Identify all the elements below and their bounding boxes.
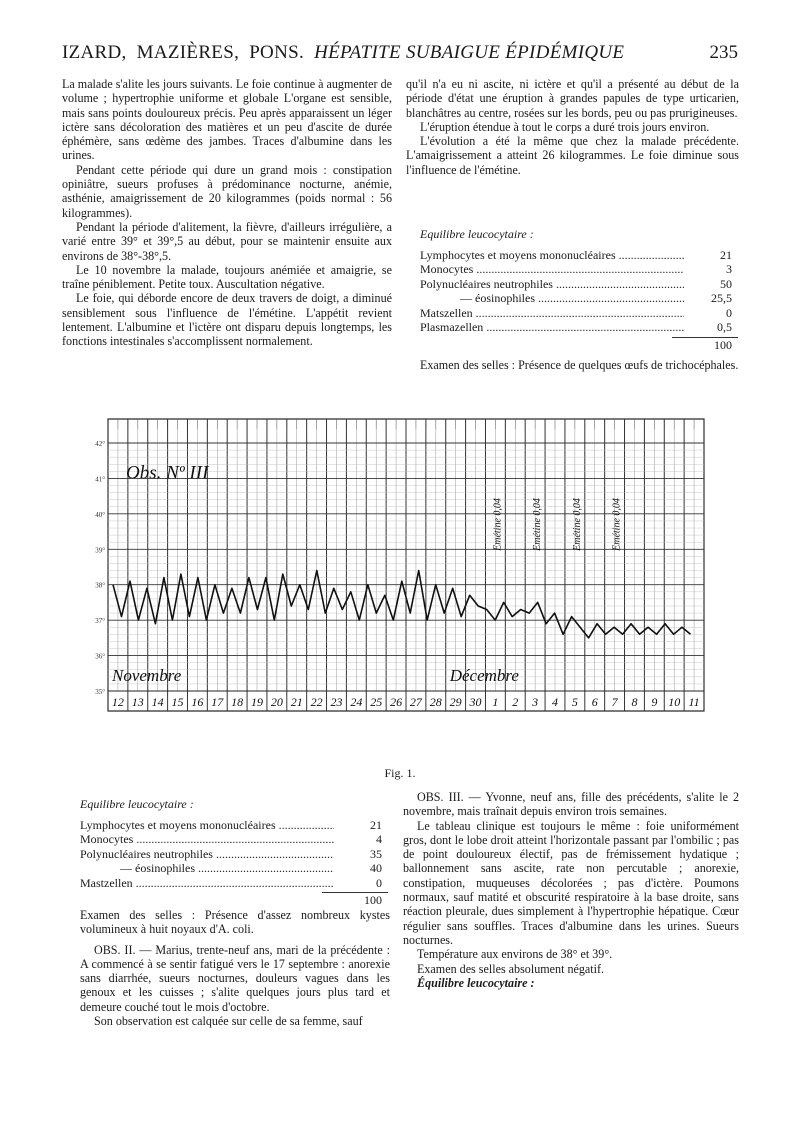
x-tick-label: 17 (211, 695, 224, 709)
header-title: HÉPATITE SUBAIGUE ÉPIDÉMIQUE (314, 42, 625, 63)
header-authors (62, 42, 624, 64)
x-tick-label: 16 (191, 695, 204, 709)
table-row: Polynucléaires neutrophiles ..... 35 (80, 847, 388, 862)
chart-title: Obs. Nº III (126, 462, 209, 484)
table-total: 100 (322, 892, 388, 908)
paragraph: Examen des selles : Présence d'assez nombreux kystes volumineux à huit noyaux d'A. coli. (80, 908, 390, 937)
x-tick-label: 10 (668, 695, 681, 709)
emetine-annotation: Emétine 0,04 (532, 498, 544, 551)
emetine-annotation: Emétine 0,04 (571, 498, 583, 551)
y-tick-label: 35° (95, 688, 105, 696)
column-right-bottom (403, 790, 739, 990)
paragraph: Température aux environs de 38° et 39°. (417, 947, 613, 962)
paragraph: Examen des selles : Présence de quelques œufs de trichocéphales. (420, 358, 739, 372)
x-tick-label: 4 (552, 695, 558, 709)
paragraph: Le 10 novembre la malade, toujours anémiée et amaigrie, se traîne péniblement. Petite toux. Auscultation négative. (62, 262, 392, 292)
column-left-bottom (80, 908, 390, 1028)
x-tick-label: 22 (310, 695, 323, 709)
table-row: Polynucléaires neutrophiles ..... 50 (420, 277, 738, 292)
table-row: Lymphocytes et moyens mononucléaires ..... 21 (80, 818, 388, 833)
x-tick-label: 12 (111, 695, 124, 709)
paragraph: qu'il n'a eu ni ascite, ni ictère et qu'il a présenté au début de la période d'état une éruption à grandes papules de type urticarien, blanchâtres au centre, rosées sur les bords, peu ou pas prurigineuses. (406, 77, 739, 120)
month-label: Novembre (112, 666, 182, 685)
paragraph: L'éruption étendue à tout le corps a duré trois jours environ. (420, 119, 710, 134)
x-tick-label: 21 (290, 695, 303, 709)
emetine-annotation: Emétine 0,04 (492, 498, 504, 551)
paragraph: La malade s'alite les jours suivants. Le foie continue à augmenter de volume ; hypertrophie uniforme et globale L'organe est sensible, mais sans points douloureux précis. Peu après apparaissent un léger ictère sans décoloration des matières et un peu d'ascite de durée éphémère, sans œdème des jambes. Traces d'albumine dans les urines. (62, 77, 392, 163)
leucocyte-table-1 (420, 227, 738, 352)
month-label: Décembre (449, 666, 519, 685)
table-heading: Equilibre leucocytaire : (420, 227, 534, 241)
column-left-top (62, 77, 392, 349)
table-row: Monocytes ..... 4 (80, 832, 388, 847)
table-heading: Equilibre leucocytaire : (80, 797, 194, 811)
column-right-top (406, 77, 739, 177)
x-tick-label: 5 (571, 695, 578, 709)
table-row: Matszellen ..... 0 (420, 306, 738, 321)
temperature-line (113, 571, 691, 638)
y-tick-label: 39° (95, 546, 105, 555)
x-tick-label: 13 (131, 695, 144, 709)
x-tick-label: 9 (651, 695, 658, 709)
paragraph: Pendant cette période qui dure un grand mois : constipation opiniâtre, sueurs profuses à prédominance nocturne, anémie, asthénie, amaigrissement de 20 kilogrammes (poids normal : 56 kilogrammes). (62, 162, 392, 220)
x-tick-label: 24 (350, 695, 363, 709)
x-tick-label: 1 (492, 695, 499, 709)
paragraph: Pendant la période d'alitement, la fièvre, d'ailleurs irrégulière, a varié entre 39° et 39°,5 au début, pour se maintenir ensuite aux environs de 38°-38°,5. (62, 219, 392, 263)
y-tick-label: 36° (95, 652, 105, 661)
x-tick-label: 23 (330, 695, 343, 709)
x-tick-label: 14 (151, 695, 164, 709)
paragraph: Son observation est calquée sur celle de sa femme, sauf (94, 1014, 363, 1029)
author-pons: PONS. (249, 42, 305, 63)
x-tick-label: 3 (532, 695, 539, 709)
x-tick-label: 25 (370, 695, 383, 709)
y-tick-label: 37° (95, 617, 105, 626)
x-tick-label: 29 (449, 695, 462, 709)
y-tick-label: 40° (95, 510, 105, 519)
y-tick-label: 41° (95, 475, 105, 484)
emetine-annotation: Emétine 0,04 (611, 498, 623, 551)
temperature-chart (88, 405, 710, 747)
table-row: — éosinophiles ..... 40 (80, 861, 388, 876)
x-tick-label: 19 (251, 695, 263, 709)
x-tick-label: 30 (469, 695, 482, 709)
table-row: Plasmazellen ..... 0,5 (420, 320, 738, 335)
x-tick-label: 20 (270, 695, 283, 709)
y-tick-label: 42° (95, 440, 105, 448)
x-tick-label: 6 (591, 695, 598, 709)
paragraph: Le tableau clinique est toujours le même : foie uniformément gros, dont le lobe droit atteint l'horizontale passant par l'ombilic ; pas de point douloureux électif, pas de frémissement hydatique ; ballonnement sans ascite, rate non percutable ; anorexie, constipation, muqueuses décolorées ; pas d'ictère. Poumons normaux, sauf matité et obscurité respiratoire à la base droite, sans réaction pleurale, dues simplement à l'hypertrophie hépatique. Cœur régulier sans souffles. Traces d'albumine dans les urines. Sueurs nocturnes. (403, 818, 739, 947)
temperature-chart-svg (88, 405, 710, 747)
paragraph: OBS. II. — Marius, trente-neuf ans, mari de la précédente : A commencé à se sentir fatigué vers le 17 septembre : anorexie sans diarrhée, sueurs nocturnes, douleurs vagues dans les genoux et les cuisses ; s'alite quelques jours plus tard et demeure couché tout le mois d'octobre. (80, 942, 390, 1014)
x-tick-label: 18 (231, 695, 244, 709)
page-number: 235 (709, 42, 738, 63)
figure-caption: Fig. 1. (384, 766, 416, 780)
author-mazieres: MAZIÈRES, (136, 42, 240, 63)
table-row: — éosinophiles ..... 25,5 (420, 291, 738, 306)
leucocyte-table-2 (80, 797, 388, 908)
table-row: Lymphocytes et moyens mononucléaires ..... 21 (420, 248, 738, 263)
x-tick-label: 2 (512, 695, 519, 709)
y-tick-label: 38° (95, 581, 105, 590)
paragraph: OBS. III. — Yvonne, neuf ans, fille des précédents, s'alite le 2 novembre, mais traînait depuis environ trois semaines. (403, 790, 739, 819)
x-tick-label: 26 (390, 695, 403, 709)
x-tick-label: 15 (171, 695, 184, 709)
table-total: 100 (672, 337, 738, 353)
table-row: Mastzellen ..... 0 (80, 876, 388, 891)
x-tick-label: 11 (688, 695, 700, 709)
running-header (62, 42, 738, 72)
x-tick-label: 7 (611, 695, 618, 709)
x-tick-label: 28 (429, 695, 442, 709)
table-row: Monocytes ..... 3 (420, 262, 738, 277)
paragraph: L'évolution a été la même que chez la malade précédente. L'amaigrissement a atteint 26 kilogrammes. Le foie diminue sous l'influence de l'émétine. (406, 134, 739, 177)
paragraph: Équilibre leucocytaire : (417, 975, 535, 990)
x-tick-label: 27 (409, 695, 422, 709)
column-right-stool (406, 358, 739, 372)
paragraph: Le foie, qui déborde encore de deux travers de doigt, a diminué sensiblement sous l'influence de l'émétine. L'appétit revient lentement. L'albumine et l'ictère ont disparu depuis longtemps, les fonctions intestinales s'accomplissent normalement. (62, 291, 392, 349)
x-tick-label: 8 (631, 695, 638, 709)
paragraph: Examen des selles absolument négatif. (417, 961, 605, 976)
author-izard: IZARD, (62, 42, 127, 63)
